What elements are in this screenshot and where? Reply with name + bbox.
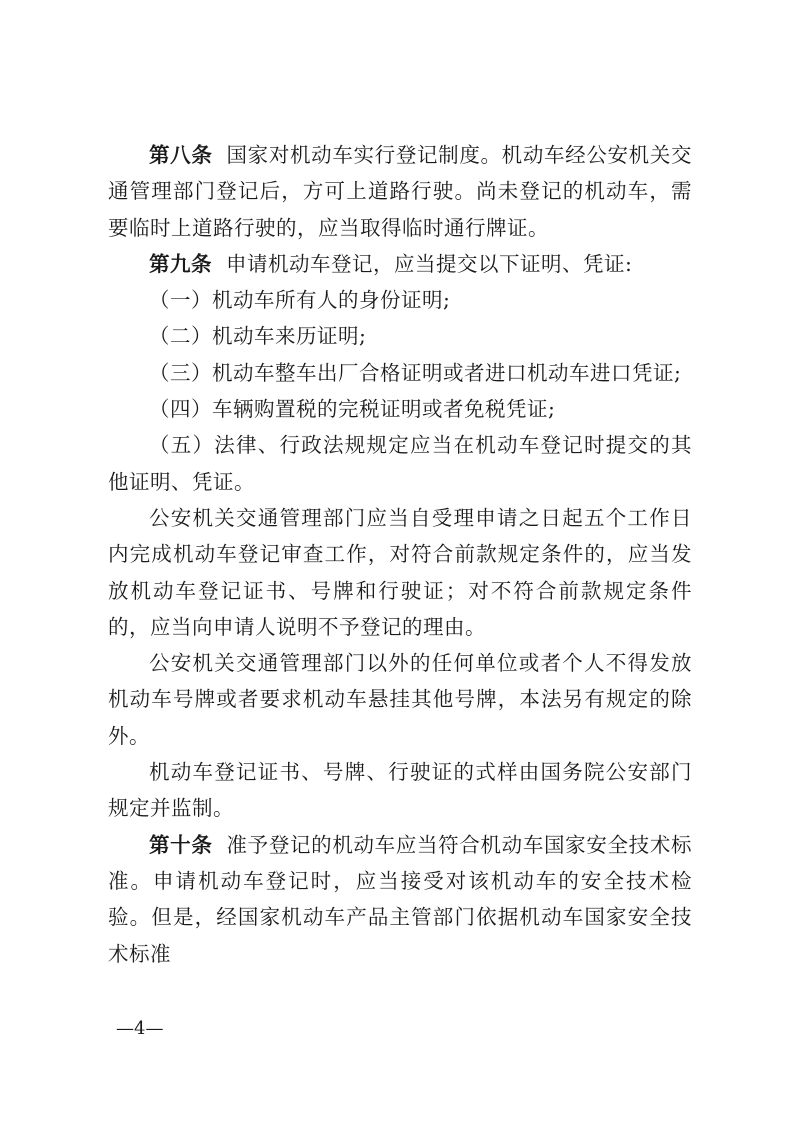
article-9-paragraph-3: 公安机关交通管理部门以外的任何单位或者个人不得发放机动车号牌或者要求机动车悬挂其他号牌，本法另有规定的除外。 — [108, 651, 692, 748]
article-9-item-3: （三）机动车整车出厂合格证明或者进口机动车进口凭证; — [149, 360, 682, 385]
page-number: —4— — [116, 1018, 164, 1039]
article-9-paragraph-4: 机动车登记证书、号牌、行驶证的式样由国务院公安部门规定并监制。 — [108, 760, 692, 821]
article-9-item-2: （二）机动车来历证明; — [149, 324, 367, 349]
article-9-item-4: （四）车辆购置税的完税证明或者免税凭证; — [149, 397, 556, 422]
article-9-paragraph — [108, 246, 692, 282]
article-8-text: 国家对机动车实行登记制度。机动车经公安机关交通管理部门登记后，方可上道路行驶。尚未登记的机动车，需要临时上道路行驶的，应当取得临时通行牌证。 — [108, 143, 692, 240]
article-9-heading: 第九条 — [149, 251, 212, 276]
article-9-item-5: （五）法律、行政法规规定应当在机动车登记时提交的其他证明、凭证。 — [108, 433, 692, 494]
article-10-heading: 第十条 — [149, 832, 213, 857]
document-body — [108, 137, 692, 972]
article-9-item-1: （一）机动车所有人的身份证明; — [149, 288, 451, 313]
article-8-paragraph — [108, 137, 692, 246]
article-10-paragraph — [108, 827, 692, 972]
article-9-text: 申请机动车登记，应当提交以下证明、凭证: — [226, 251, 633, 276]
article-8-heading: 第八条 — [149, 143, 213, 167]
article-9-paragraph-2: 公安机关交通管理部门应当自受理申请之日起五个工作日内完成机动车登记审查工作，对符合前款规定条件的，应当发放机动车登记证书、号牌和行驶证；对不符合前款规定条件的，应当向申请人说明不予登记的理由。 — [108, 505, 692, 639]
article-10-text: 准予登记的机动车应当符合机动车国家安全技术标准。申请机动车登记时，应当接受对该机动车的安全技术检验。但是，经国家机动车产品主管部门依据机动车国家安全技术标准 — [108, 832, 692, 966]
